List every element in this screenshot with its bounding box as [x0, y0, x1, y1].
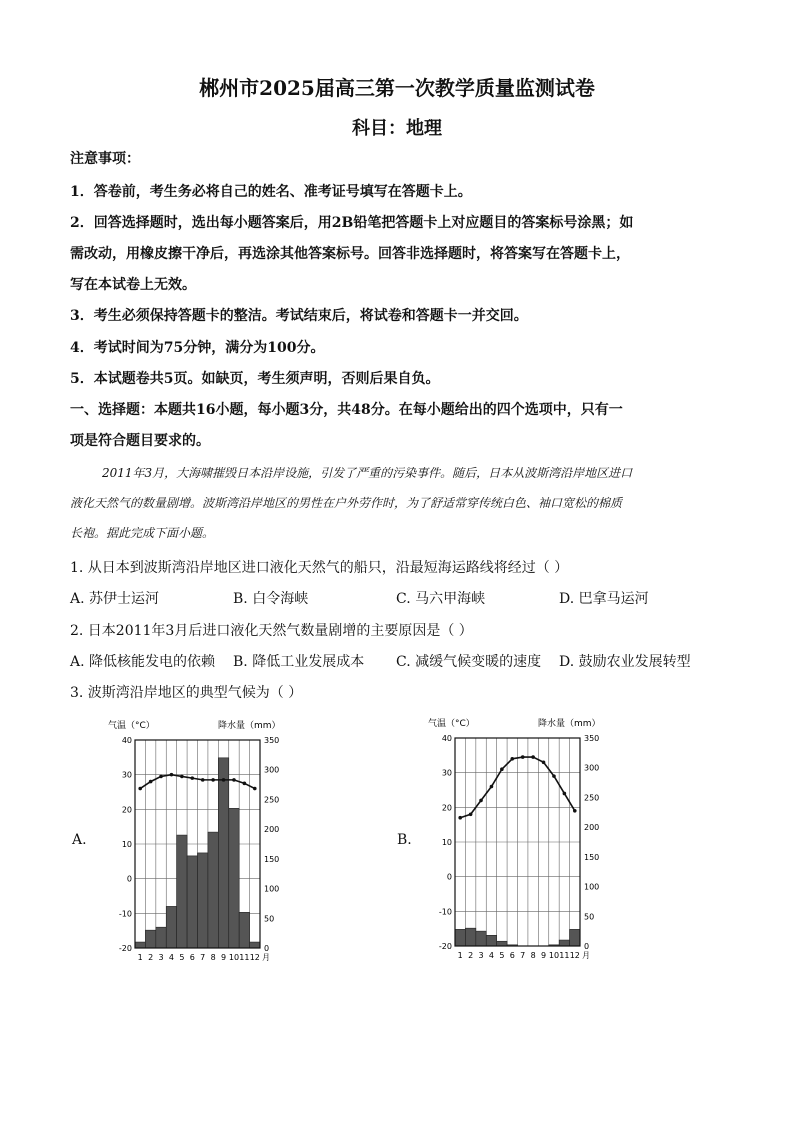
precip-tick-label: 150	[264, 854, 280, 864]
precipitation-bar	[250, 942, 260, 948]
precip-tick-label: 200	[584, 823, 600, 833]
section-heading: 项是符合题目要求的。	[70, 433, 210, 449]
option-b: B.	[397, 832, 412, 848]
temperature-point	[542, 760, 546, 764]
month-tick-label: 1	[457, 951, 463, 960]
precip-tick-label: 0	[264, 944, 270, 953]
precipitation-bar	[156, 927, 166, 948]
temp-tick-label: -10	[118, 909, 132, 919]
temp-tick-label: 30	[441, 768, 452, 778]
precipitation-bar	[135, 942, 145, 948]
precip-tick-label: 100	[264, 884, 280, 894]
option-b: B. 白令海峡	[233, 591, 309, 607]
section-heading: 一、选择题：本题共16小题，每小题3分，共48分。在每小题给出的四个选项中，只有一	[70, 402, 623, 418]
precipitation-bar	[465, 928, 475, 946]
month-tick-label: 6	[189, 953, 195, 962]
month-tick-label: 4	[168, 953, 175, 962]
temp-tick-label: -20	[438, 942, 452, 951]
temperature-point	[180, 775, 184, 779]
notice-item: 1．答卷前，考生务必将自己的姓名、准考证号填写在答题卡上。	[70, 184, 472, 200]
precipitation-bar	[570, 929, 580, 946]
precipitation-bar	[177, 835, 187, 948]
temperature-point	[490, 785, 494, 789]
month-tick-label: 12	[249, 953, 260, 962]
month-tick-label: 6	[509, 951, 515, 960]
precipitation-bar	[476, 931, 486, 946]
temperature-point	[190, 776, 194, 780]
temperature-point	[500, 767, 504, 771]
precip-tick-label: 300	[264, 765, 280, 775]
precipitation-bar	[497, 941, 507, 946]
precipitation-bar	[455, 929, 465, 946]
question-stem: 3. 波斯湾沿岸地区的典型气候为（ ）	[70, 685, 303, 701]
option-d: D. 鼓励农业发展转型	[559, 654, 691, 670]
climate-chart-b	[420, 710, 610, 974]
temp-tick-label: -10	[438, 907, 452, 917]
month-tick-label: 8	[210, 953, 216, 962]
option-a: A.	[72, 832, 87, 848]
month-tick-label: 7	[200, 953, 206, 962]
month-tick-label: 1	[137, 953, 143, 962]
temperature-point	[531, 755, 535, 759]
precip-tick-label: 50	[584, 912, 595, 922]
month-tick-label: 11	[239, 953, 250, 962]
temp-tick-label: 40	[441, 734, 452, 743]
month-tick-label: 5	[179, 953, 185, 962]
month-tick-label: 10	[228, 953, 240, 962]
temp-tick-label: 0	[126, 874, 132, 884]
option-d: D. 巴拿马运河	[559, 591, 649, 607]
temperature-point	[552, 774, 556, 778]
y-right-axis-label: 降水量（mm）	[218, 721, 281, 731]
precipitation-bar	[239, 912, 249, 948]
precip-tick-label: 250	[264, 795, 280, 805]
precipitation-bar	[218, 758, 228, 948]
notice-item: 3．考生必须保持答题卡的整洁。考试结束后，将试卷和答题卡一并交回。	[70, 308, 528, 324]
month-tick-label: 7	[520, 951, 526, 960]
notice-item: 4．考试时间为75分钟，满分为100分。	[70, 340, 325, 356]
temp-tick-label: 0	[446, 872, 452, 882]
temperature-point	[510, 757, 514, 761]
temp-tick-label: 20	[121, 805, 132, 815]
question-stem: 2. 日本2011年3月后进口液化天然气数量剧增的主要原因是（ ）	[70, 623, 473, 639]
month-tick-label: 3	[158, 953, 164, 962]
option-a: A. 降低核能发电的依赖	[70, 654, 216, 670]
passage-line: 液化天然气的数量剧增。波斯湾沿岸地区的男性在户外劳作时，为了舒适常穿传统白色、袖口宽松的棉质	[70, 496, 623, 510]
month-tick-label: 4	[488, 951, 495, 960]
temp-tick-label: 30	[121, 770, 132, 780]
temperature-point	[211, 778, 215, 782]
temp-tick-label: -20	[118, 944, 132, 953]
month-tick-label: 5	[499, 951, 505, 960]
month-tick-label: 3	[478, 951, 484, 960]
question-stem: 1. 从日本到波斯湾沿岸地区进口液化天然气的船只，沿最短海运路线将经过（ ）	[70, 560, 569, 576]
month-tick-label: 2	[148, 953, 154, 962]
temperature-point	[149, 780, 153, 784]
temperature-point	[479, 799, 483, 803]
month-tick-label: 9	[220, 953, 227, 962]
notice-item: 5．本试题卷共5页。如缺页，考生须声明，否则后果自负。	[70, 371, 440, 387]
temperature-point	[521, 755, 525, 759]
exam-title: 郴州市2025届高三第一次教学质量监测试卷	[199, 76, 595, 100]
precip-tick-label: 0	[584, 942, 590, 951]
precipitation-bar	[198, 853, 208, 948]
y-right-axis-label: 降水量（mm）	[538, 719, 601, 729]
option-c: C. 马六甲海峡	[396, 591, 486, 607]
passage-line: 2011年3月，大海啸摧毁日本沿岸设施，引发了严重的污染事件。随后，日本从波斯湾沿岸地区进口	[102, 466, 633, 480]
temp-tick-label: 10	[121, 840, 132, 849]
precip-tick-label: 350	[584, 734, 600, 743]
precip-tick-label: 350	[264, 736, 280, 745]
precipitation-bar	[187, 856, 197, 948]
x-axis-label: 月	[582, 951, 590, 960]
month-tick-label: 8	[530, 951, 536, 960]
precipitation-bar	[559, 940, 569, 946]
x-axis-label: 月	[262, 953, 270, 962]
notice-item: 需改动，用橡皮擦干净后，再选涂其他答案标号。回答非选择题时，将答案写在答题卡上，	[70, 246, 630, 262]
subject-title: 科目：地理	[352, 118, 442, 139]
temperature-point	[573, 809, 577, 813]
temperature-point	[253, 787, 257, 791]
precip-tick-label: 300	[584, 763, 600, 773]
precipitation-bar	[145, 930, 155, 948]
precipitation-bar	[208, 832, 218, 948]
temp-tick-label: 40	[121, 736, 132, 745]
temperature-point	[243, 782, 247, 786]
month-tick-label: 10	[548, 951, 560, 960]
temperature-point	[201, 778, 205, 782]
precip-tick-label: 100	[584, 882, 600, 892]
temperature-point	[138, 787, 142, 791]
passage-line: 长袍。据此完成下面小题。	[70, 526, 215, 540]
option-a: A. 苏伊士运河	[70, 591, 160, 607]
notice-item: 写在本试卷上无效。	[70, 277, 196, 293]
temperature-point	[170, 773, 174, 777]
precip-tick-label: 200	[264, 825, 280, 835]
temperature-point	[563, 792, 567, 796]
precipitation-bar	[486, 935, 496, 946]
month-tick-label: 2	[468, 951, 474, 960]
month-tick-label: 12	[569, 951, 580, 960]
option-c: C. 减缓气候变暖的速度	[396, 654, 542, 670]
temperature-point	[469, 812, 473, 816]
temp-tick-label: 20	[441, 803, 452, 813]
temp-tick-label: 10	[441, 838, 452, 847]
precip-tick-label: 150	[584, 852, 600, 862]
option-b: B. 降低工业发展成本	[233, 654, 365, 670]
notice-heading: 注意事项：	[70, 151, 140, 167]
y-left-axis-label: 气温（°C）	[428, 719, 475, 729]
precipitation-bar	[166, 906, 176, 948]
temperature-point	[458, 816, 462, 820]
climate-chart-a	[100, 712, 290, 976]
month-tick-label: 9	[540, 951, 547, 960]
temperature-point	[232, 778, 236, 782]
y-left-axis-label: 气温（°C）	[108, 721, 155, 731]
precipitation-bar	[229, 808, 239, 948]
temperature-point	[159, 775, 163, 779]
notice-item: 2．回答选择题时，选出每小题答案后，用2B铅笔把答题卡上对应题目的答案标号涂黑；如	[70, 215, 634, 231]
month-tick-label: 11	[559, 951, 570, 960]
precip-tick-label: 50	[264, 914, 275, 924]
precip-tick-label: 250	[584, 793, 600, 803]
temperature-point	[222, 778, 226, 782]
